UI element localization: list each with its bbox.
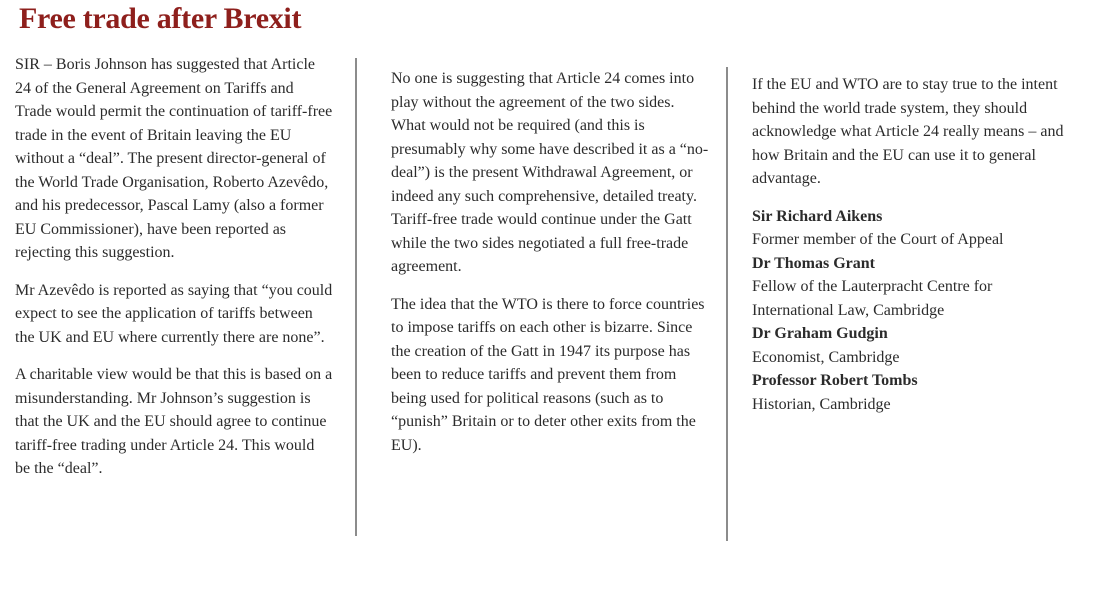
paragraph: If the EU and WTO are to stay true to the intent behind the world trade system, they should acknowledge what Article 24 really means – and how Britain and the EU can use it to general advantage. [752, 76, 1064, 187]
column-divider [355, 58, 357, 536]
article-column-3 [752, 73, 1070, 416]
paragraph: No one is suggesting that Article 24 comes into play without the agreement of the two sides. What would not be required (and this is presumably why some have described it as a “no-deal”) is the present Withdrawal Agreement, or indeed any such comprehensive, detailed treaty. Tariff-free trade would continue under the Gatt while the two sides negotiated a full free-trade agreement. [391, 70, 709, 275]
signatory-role: Economist, Cambridge [752, 348, 900, 366]
column-divider [726, 67, 728, 541]
signatory-role: Fellow of the Lauterpracht Centre for International Law, Cambridge [752, 278, 993, 319]
paragraph: SIR – Boris Johnson has suggested that Article 24 of the General Agreement on Tariffs and Trade would permit the continuation of tariff-free trade in the event of Britain leaving the EU without a “deal”. The present director-general of the World Trade Organisation, Roberto Azevêdo, and his predecessor, Pascal Lamy (also a former EU Commissioner), have been reported as rejecting this suggestion. [15, 56, 333, 261]
signatory-name: Sir Richard Aikens [752, 207, 883, 225]
article-column-1 [15, 53, 333, 495]
signatory-role: Former member of the Court of Appeal [752, 231, 1004, 248]
signatories [752, 205, 1070, 417]
signatory-name: Professor Robert Tombs [752, 372, 918, 389]
paragraph: The idea that the WTO is there to force countries to impose tariffs on each other is bizarre. Since the creation of the Gatt in 1947 its purpose has been to reduce tariffs and prevent them from being used for political reasons (such as to “punish” Britain or to deter other exits from the EU). [391, 295, 705, 454]
article-column-2 [391, 67, 709, 471]
signatory-name: Dr Thomas Grant [752, 254, 875, 272]
signatory-name: Dr Graham Gudgin [752, 325, 888, 342]
headline: Free trade after Brexit [19, 2, 302, 35]
paragraph: A charitable view would be that this is based on a misunderstanding. Mr Johnson’s suggestion is that the UK and the EU should agree to continue tariff-free trading under Article 24. This would be the “deal”. [15, 366, 333, 477]
signatory-role: Historian, Cambridge [752, 395, 891, 413]
paragraph: Mr Azevêdo is reported as saying that “you could expect to see the application of tariffs between the UK and EU where currently there are none”. [15, 281, 333, 346]
